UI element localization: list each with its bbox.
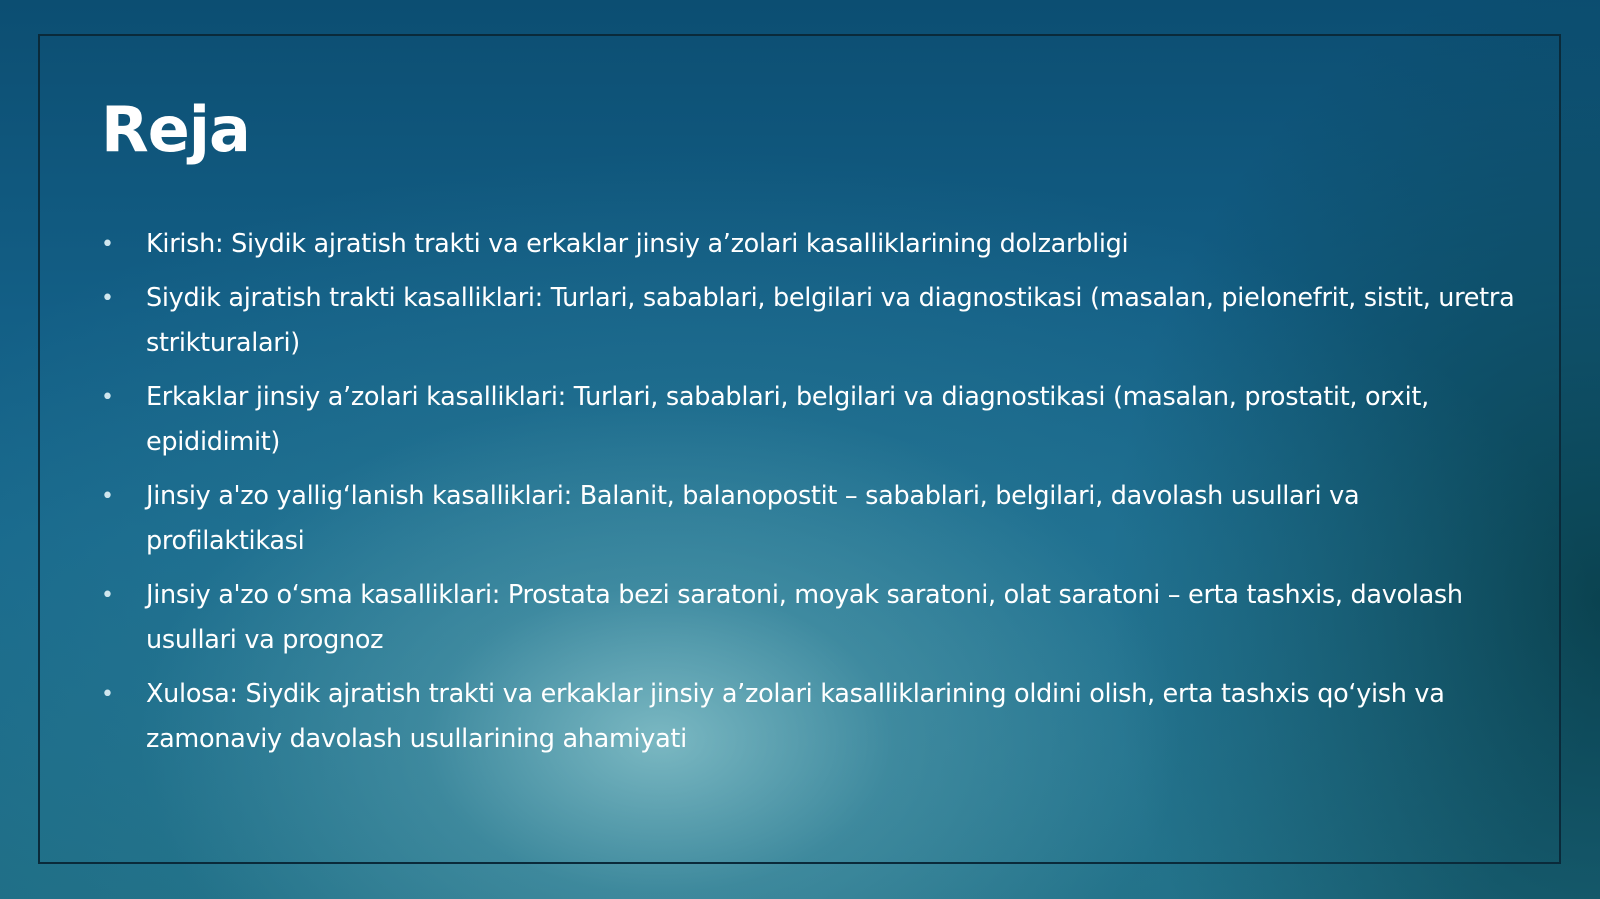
slide-title: Reja [101, 93, 250, 166]
list-item [101, 276, 1521, 366]
list-item-text: Jinsiy a'zo yallig‘lanish kasalliklari: Balanit, balanopostit – sabablari, belgilari, davolash usullari va profilaktikasi [146, 481, 1360, 556]
bullet-dot-icon: • [101, 484, 114, 509]
list-item-text: Xulosa: Siydik ajratish trakti va erkaklar jinsiy a’zolari kasalliklarining oldini olish, erta tashxis qo‘yish va zamonaviy davolash usullarining ahamiyati [146, 679, 1445, 754]
list-item-text: Erkaklar jinsiy a’zolari kasalliklari: Turlari, sabablari, belgilari va diagnostikasi (masalan, prostatit, orxit, epididimit) [146, 382, 1429, 457]
bullet-dot-icon: • [101, 385, 114, 410]
list-item [101, 474, 1521, 564]
list-item-text: Kirish: Siydik ajratish trakti va erkaklar jinsiy a’zolari kasalliklarining dolzarbligi [146, 229, 1129, 259]
list-item-text: Jinsiy a'zo o‘sma kasalliklari: Prostata bezi saratoni, moyak saratoni, olat saratoni – erta tashxis, davolash usullari va prognoz [146, 580, 1463, 655]
bullet-dot-icon: • [101, 583, 114, 608]
list-item [101, 672, 1521, 762]
bullet-dot-icon: • [101, 286, 114, 311]
list-item [101, 573, 1521, 663]
list-item [101, 222, 1521, 267]
list-item-text: Siydik ajratish trakti kasalliklari: Turlari, sabablari, belgilari va diagnostikasi (masalan, pielonefrit, sistit, uretra strikturalari) [146, 283, 1515, 358]
list-item [101, 375, 1521, 465]
bullet-dot-icon: • [101, 682, 114, 707]
bullet-dot-icon: • [101, 232, 114, 257]
bullet-list [101, 222, 1521, 771]
